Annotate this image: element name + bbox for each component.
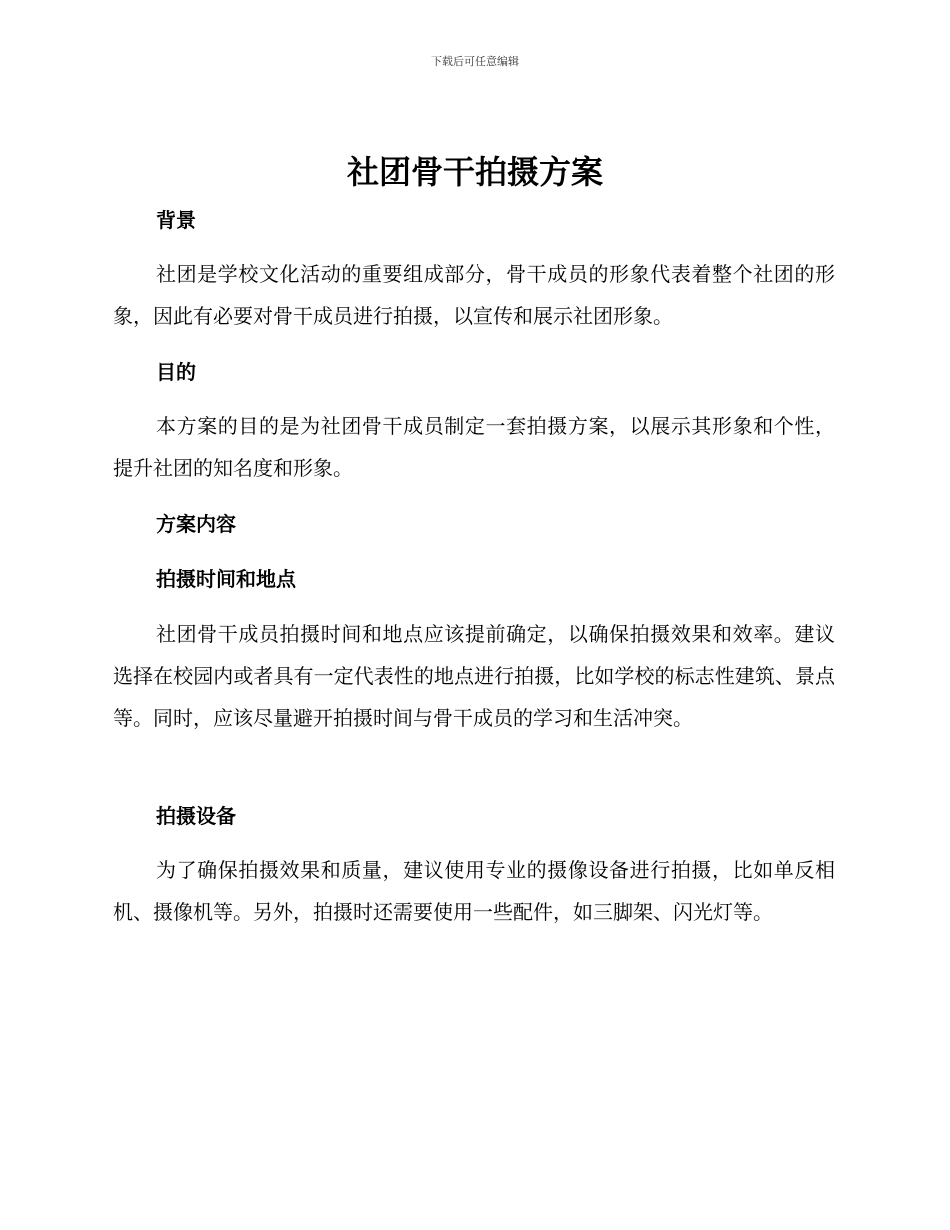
paragraph-time-place: 社团骨干成员拍摄时间和地点应该提前确定，以确保拍摄效果和效率。建议选择在校园内或者具有一定代表性的地点进行拍摄，比如学校的标志性建筑、景点等。同时，应该尽量避开拍摄时间与骨干成员的学习和生活冲突。	[113, 622, 835, 730]
document-title: 社团骨干拍摄方案	[346, 153, 603, 191]
heading-time-place: 拍摄时间和地点	[156, 567, 296, 591]
heading-background: 背景	[156, 208, 196, 232]
paragraph-purpose: 本方案的目的是为社团骨干成员制定一套拍摄方案，以展示其形象和个性，提升社团的知名度和形象。	[113, 414, 835, 480]
heading-purpose: 目的	[156, 360, 196, 384]
heading-plan-content: 方案内容	[156, 512, 236, 536]
heading-equipment: 拍摄设备	[156, 804, 236, 828]
header-note: 下载后可任意编辑	[431, 55, 519, 68]
paragraph-equipment: 为了确保拍摄效果和质量，建议使用专业的摄像设备进行拍摄，比如单反相机、摄像机等。另外，拍摄时还需要使用一些配件，如三脚架、闪光灯等。	[113, 858, 835, 924]
paragraph-background: 社团是学校文化活动的重要组成部分，骨干成员的形象代表着整个社团的形象，因此有必要对骨干成员进行拍摄，以宣传和展示社团形象。	[113, 262, 835, 328]
